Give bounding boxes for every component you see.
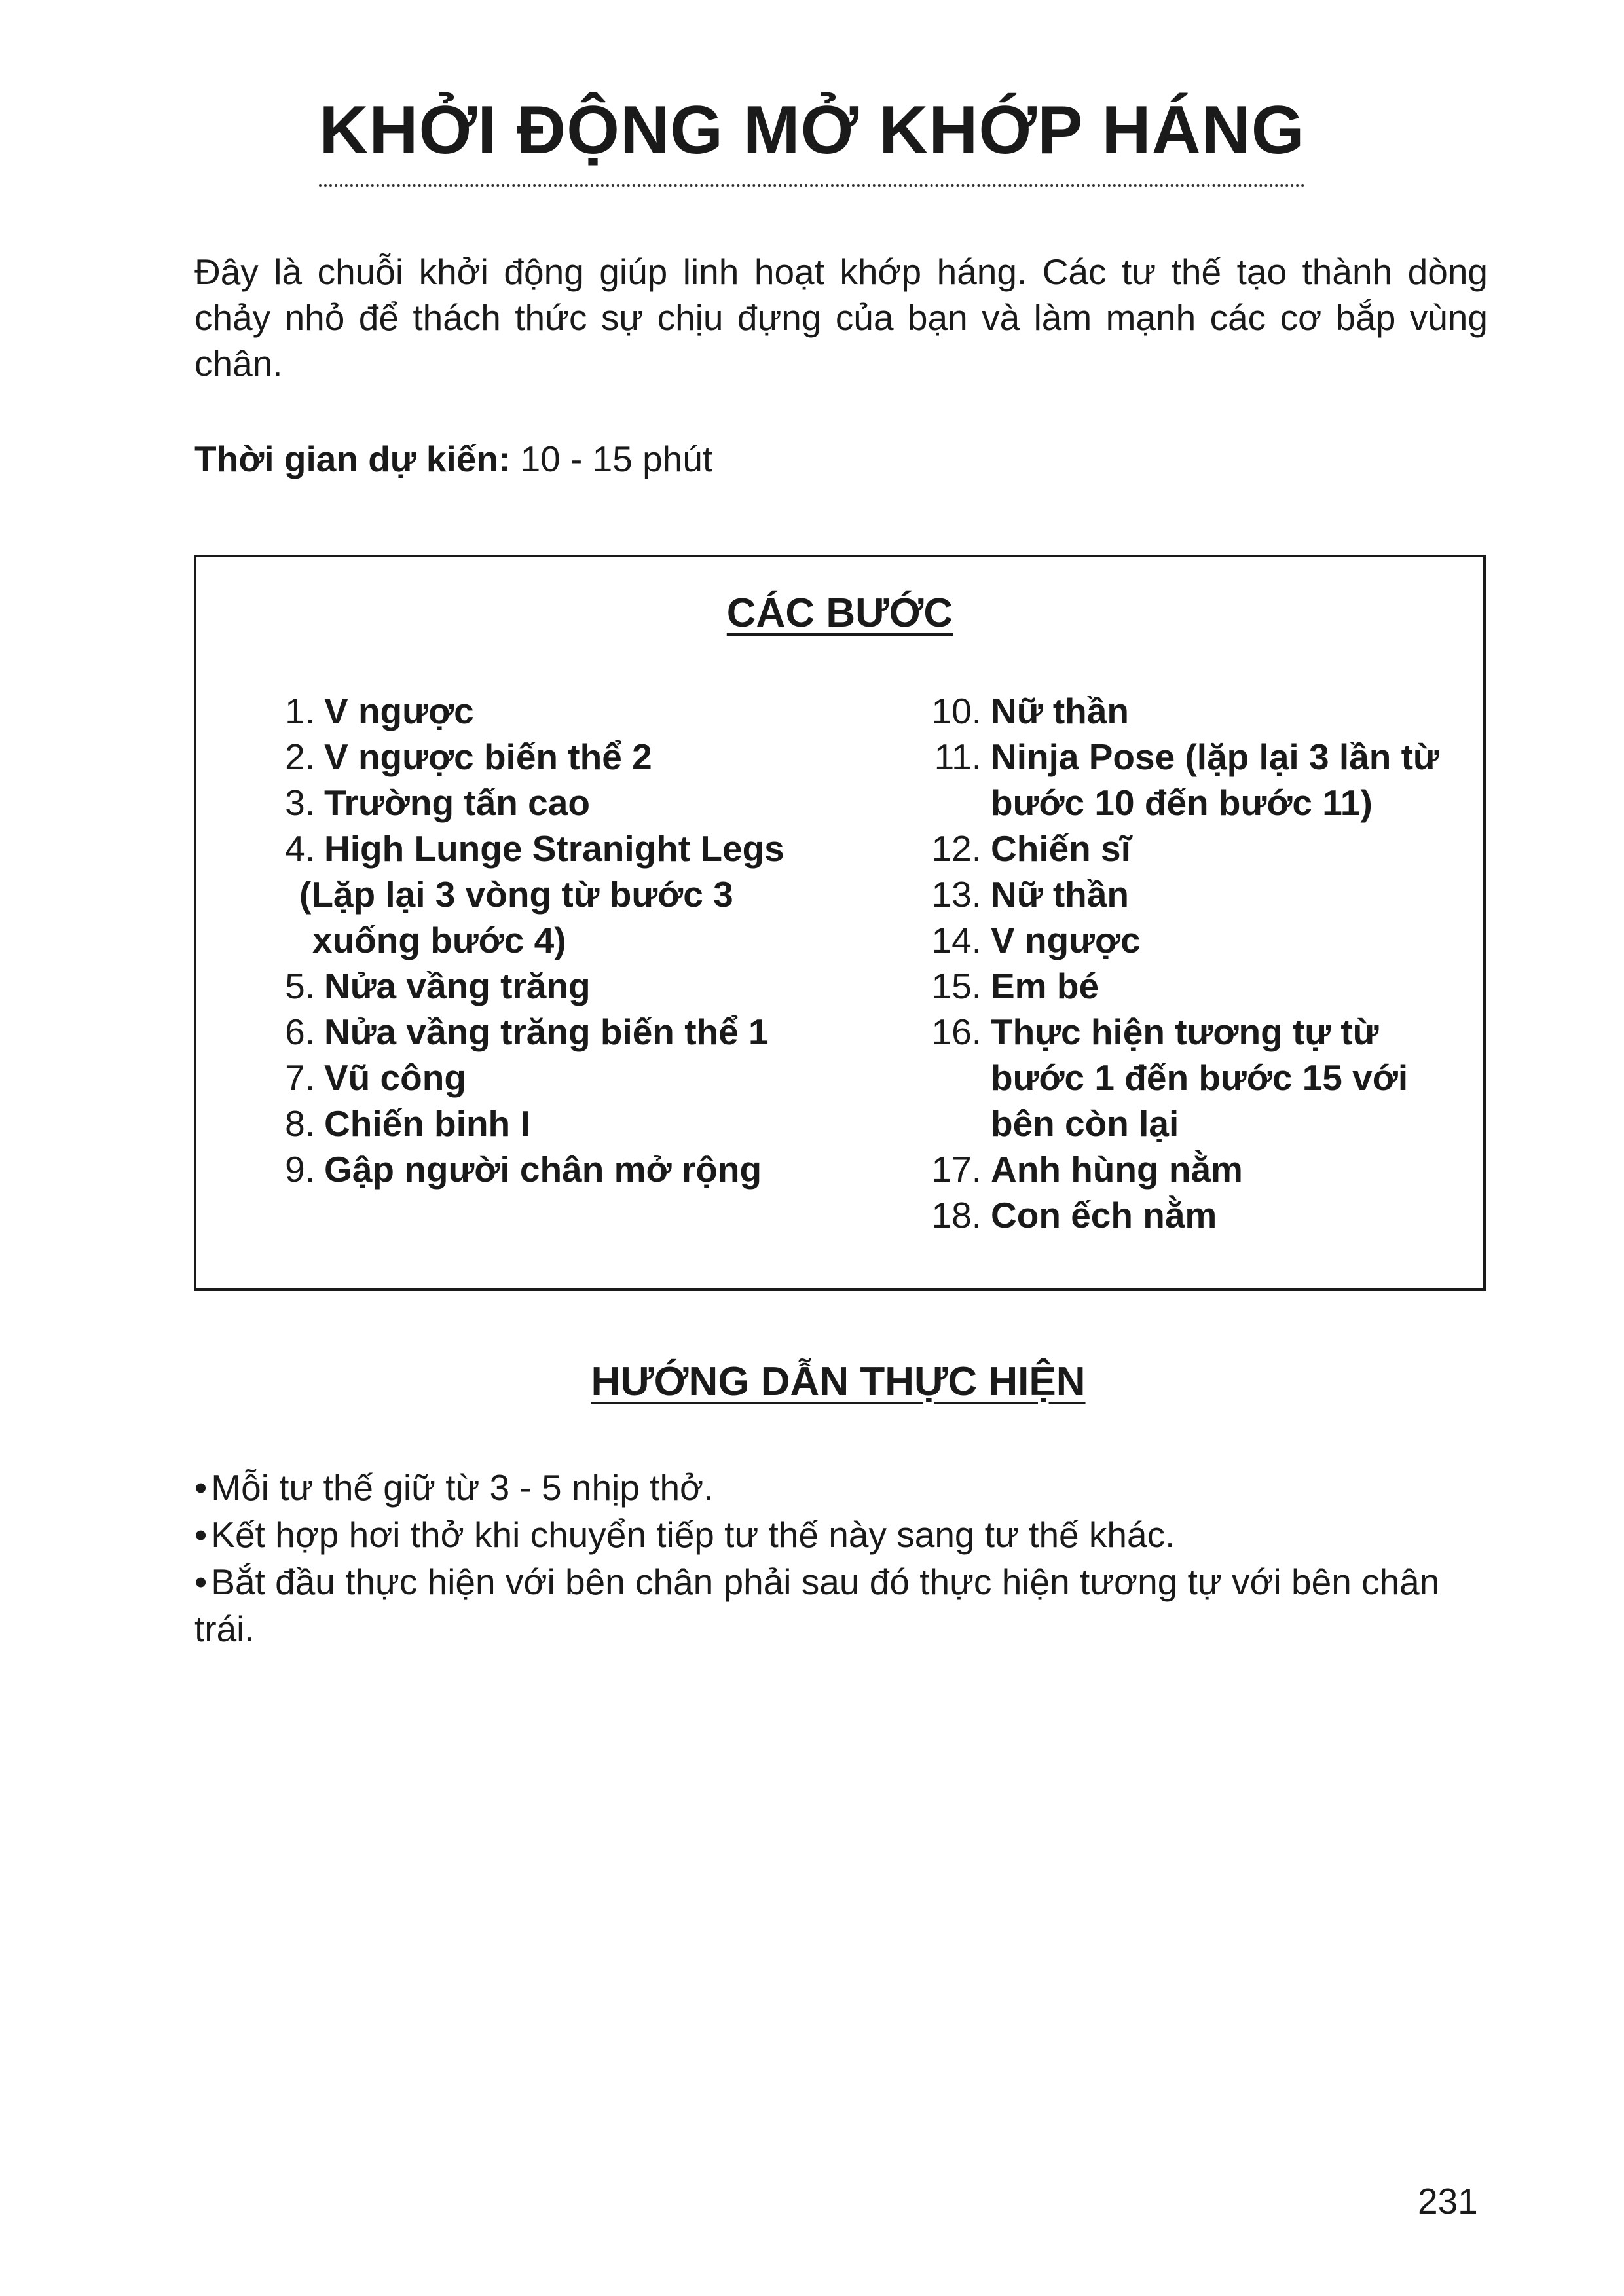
step-number: 7.: [285, 1057, 315, 1098]
step-item: [268, 1009, 857, 1055]
step-text: High Lunge Stranight Legs: [324, 828, 784, 869]
step-text: Nửa vầng trăng biến thể 1: [324, 1011, 769, 1052]
step-number: 2.: [285, 737, 315, 777]
step-item: [914, 1146, 1477, 1192]
step-item: [268, 688, 857, 734]
steps-heading-text: CÁC BƯỚC: [726, 591, 953, 636]
page-number: 231: [1418, 2181, 1478, 2221]
step-number: 18.: [931, 1195, 982, 1235]
step-item: [268, 780, 857, 826]
step-text: V ngược: [324, 691, 474, 731]
step-text: Gập người chân mở rộng: [324, 1149, 762, 1190]
bullet-icon: •: [194, 1561, 208, 1602]
steps-heading: [196, 590, 1483, 636]
step-number: 9.: [285, 1149, 315, 1190]
guide-list: [194, 1464, 1478, 1652]
guide-item-text: Kết hợp hơi thở khi chuyển tiếp tư thế này sang tư thế khác.: [211, 1514, 1175, 1555]
step-item: [268, 963, 857, 1009]
step-number: 1.: [285, 691, 315, 731]
step-item: [914, 871, 1477, 917]
duration-value: 10 - 15 phút: [520, 439, 713, 479]
step-number: 3.: [285, 782, 315, 823]
step-item: [914, 688, 1477, 734]
step-text: Anh hùng nằm: [991, 1149, 1243, 1190]
step-item: [914, 826, 1477, 871]
intro-paragraph: Đây là chuỗi khởi động giúp linh hoạt khớp háng. Các tư thế tạo thành dòng chảy nhỏ để thách thức sự chịu đựng của bạn và làm mạnh các cơ bắp vùng chân.: [194, 251, 1488, 384]
step-item: [914, 917, 1477, 963]
step-number: 10.: [931, 691, 982, 731]
step-item: [268, 1055, 857, 1101]
step-text: Nữ thần: [991, 691, 1129, 731]
guide-item-text: Mỗi tư thế giữ từ 3 - 5 nhịp thở.: [211, 1467, 714, 1508]
step-text: Chiến binh I: [324, 1103, 530, 1144]
step-text-continued: xuống bước 4): [312, 920, 566, 960]
step-item: [914, 963, 1477, 1009]
step-text: Vũ công: [324, 1057, 466, 1098]
steps-list-left: [268, 688, 857, 1192]
guide-heading: [0, 1358, 1624, 1405]
step-number: 12.: [931, 828, 982, 869]
step-item: [268, 734, 857, 780]
step-number: 5.: [285, 966, 315, 1006]
step-number: 14.: [931, 920, 982, 960]
step-number: 13.: [931, 874, 982, 915]
duration-line: [194, 436, 712, 482]
duration-label: Thời gian dự kiến:: [194, 439, 511, 479]
step-text: Nửa vầng trăng: [324, 966, 591, 1006]
step-item: [268, 1146, 857, 1192]
steps-box: [194, 555, 1486, 1291]
step-number: 6.: [285, 1011, 315, 1052]
step-number: 8.: [285, 1103, 315, 1144]
step-number: 16.: [931, 1011, 982, 1052]
page-title-text: KHỞI ĐỘNG MỞ KHỚP HÁNG: [319, 92, 1304, 187]
step-text: V ngược: [991, 920, 1141, 960]
step-item: [914, 1192, 1477, 1238]
step-text: Chiến sĩ: [991, 828, 1131, 869]
step-number: 4.: [285, 828, 315, 869]
step-number: 17.: [931, 1149, 982, 1190]
step-item: [268, 1101, 857, 1146]
guide-item: [194, 1464, 1478, 1511]
step-item: [268, 826, 857, 963]
step-text: Nữ thần: [991, 874, 1129, 915]
step-item: [914, 734, 1477, 826]
bullet-icon: •: [194, 1514, 208, 1555]
guide-item: [194, 1558, 1478, 1652]
guide-item-text: Bắt đầu thực hiện với bên chân phải sau đó thực hiện tương tự với bên chân trái.: [194, 1561, 1440, 1649]
steps-list-right: [914, 688, 1477, 1238]
guide-item: [194, 1511, 1478, 1558]
step-text: Thực hiện tương tự từ bước 1 đến bước 15 với bên còn lại: [991, 1011, 1409, 1144]
step-text: Em bé: [991, 966, 1099, 1006]
step-text: Con ếch nằm: [991, 1195, 1217, 1235]
page-title: [0, 92, 1624, 187]
step-item: [914, 1009, 1477, 1146]
step-text: Trường tấn cao: [324, 782, 590, 823]
bullet-icon: •: [194, 1467, 208, 1508]
step-number: 11.: [934, 737, 982, 777]
step-number: 15.: [931, 966, 982, 1006]
step-text: V ngược biến thể 2: [324, 737, 652, 777]
step-text-continued: (Lặp lại 3 vòng từ bước 3: [299, 874, 733, 915]
step-text: Ninja Pose (lặp lại 3 lần từ bước 10 đến bước 11): [991, 737, 1439, 823]
guide-heading-text: HƯỚNG DẪN THỰC HIỆN: [591, 1359, 1086, 1404]
